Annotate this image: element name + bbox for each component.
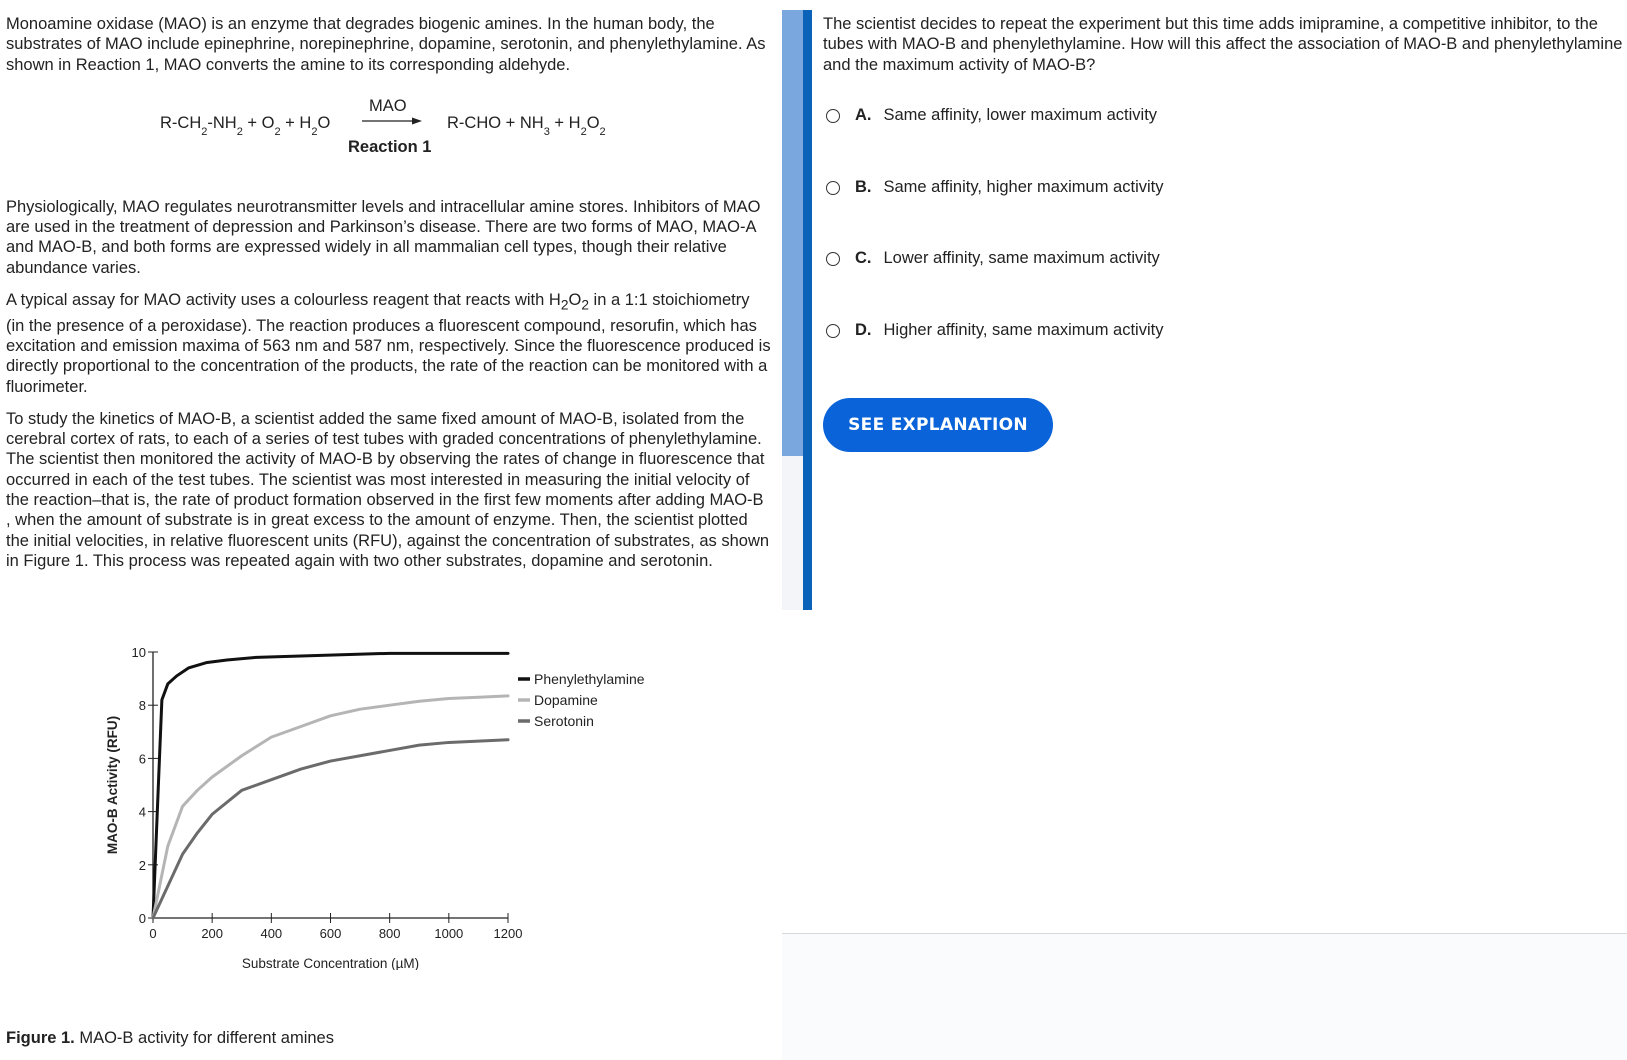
figure-caption: Figure 1. MAO-B activity for different amines	[6, 1029, 334, 1047]
panel-divider	[803, 10, 812, 610]
y-tick-label: 8	[138, 698, 146, 714]
passage-paragraph-3: A typical assay for MAO activity uses a colourless reagent that reacts with $H_2O_2$ in a 1:1 stoichiometry (in the presence of a peroxidase). The reaction produces a fluorescent compound, resorufin, which has excitation and emission maxima of 563 nm and 587 nm, respectively. Since the fluorescence produced is directly proportional to the concentration of the products, the rate of the reaction can be monitored with a fluorimeter.	[6, 291, 771, 396]
reaction-reactants: $R-CH_2-NH_2 + O_2 + H_2O$	[160, 113, 331, 138]
series-line-phenylethylamine	[153, 653, 508, 918]
answer-option-c[interactable]: C. Lower affinity, same maximum activity	[826, 249, 1160, 268]
legend-label: Serotonin	[534, 713, 594, 729]
y-tick-label: 10	[131, 645, 146, 660]
reaction-enzyme: MAO	[369, 96, 407, 115]
passage-paragraph-4: To study the kinetics of MAO-B, a scientist added the same fixed amount of MAO-B, isolated from the cerebral cortex of rats, to each of a series of test tubes with graded concentrations of phenylethylamine. The scientist then monitored the activity of MAO-B by observing the rates of change in fluorescence that occurred in each of the test tubes. The scientist was most interested in measuring the initial velocity of the reaction–that is, the rate of product formation observed in the first few moments after adding MAO-B , when the amount of substrate is in great excess to the amount of enzyme. Then, the scientist plotted the initial velocities, in relative fluorescent units (RFU), against the concentration of substrates, as shown in Figure 1. This process was repeated again with two other substrates, dopamine and serotonin.	[6, 409, 770, 570]
x-axis-label: Substrate Concentration (µM)	[241, 956, 420, 970]
x-tick-label: 1200	[493, 926, 523, 941]
legend-label: Phenylethylamine	[534, 671, 645, 687]
x-tick-label: 200	[201, 926, 224, 941]
radio-icon[interactable]	[826, 109, 840, 123]
footer-panel	[782, 933, 1627, 1060]
x-tick-label: 0	[149, 926, 157, 941]
x-tick-label: 400	[260, 926, 283, 941]
y-tick-label: 0	[138, 911, 146, 926]
figure-1-chart	[100, 640, 700, 970]
passage-paragraph-1: Monoamine oxidase (MAO) is an enzyme that degrades biogenic amines. In the human body, the substrates of MAO include epinephrine, norepinephrine, dopamine, serotonin, and phenylethylamine. As shown in Reaction 1, MAO converts the amine to its corresponding aldehyde.	[6, 15, 766, 74]
answer-option-b[interactable]: B. Same affinity, higher maximum activity	[826, 178, 1163, 197]
see-explanation-button[interactable]: SEE EXPLANATION	[823, 398, 1053, 452]
y-tick-label: 6	[138, 751, 146, 767]
scrollbar-thumb[interactable]	[782, 10, 803, 456]
reaction-arrow-icon	[362, 115, 422, 127]
y-axis-label: MAO-B Activity (RFU)	[105, 715, 120, 855]
passage-paragraph-2: Physiologically, MAO regulates neurotransmitter levels and intracellular amine stores. Inhibitors of MAO are used in the treatment of depression and Parkinson’s disease. There are two forms of MAO, MAO-A and MAO-B, and both forms are expressed widely in all mammalian cell types, though their relative abundance varies.	[6, 197, 761, 277]
answer-option-a[interactable]: A. Same affinity, lower maximum activity	[826, 106, 1157, 125]
x-tick-label: 1000	[434, 926, 464, 941]
radio-icon[interactable]	[826, 324, 840, 338]
y-tick-label: 2	[138, 857, 146, 873]
x-tick-label: 800	[378, 926, 401, 941]
answer-option-d[interactable]: D. Higher affinity, same maximum activity	[826, 321, 1163, 340]
reaction-label: Reaction 1	[348, 137, 432, 156]
reaction-1	[6, 87, 771, 197]
legend-label: Dopamine	[534, 692, 598, 708]
y-tick-label: 4	[138, 804, 146, 820]
radio-icon[interactable]	[826, 252, 840, 266]
reaction-products: $R-CHO + NH_3 + H_2O_2$	[447, 113, 606, 138]
radio-icon[interactable]	[826, 181, 840, 195]
question-stem: The scientist decides to repeat the experiment but this time adds imipramine, a competitive inhibitor, to the tubes with MAO-B and phenylethylamine. How will this affect the association of MAO-B and phenylethylamine and the maximum activity of MAO-B?	[823, 15, 1623, 74]
series-line-serotonin	[153, 740, 508, 918]
series-line-dopamine	[153, 696, 508, 918]
passage	[6, 14, 771, 583]
x-tick-label: 600	[319, 926, 342, 941]
